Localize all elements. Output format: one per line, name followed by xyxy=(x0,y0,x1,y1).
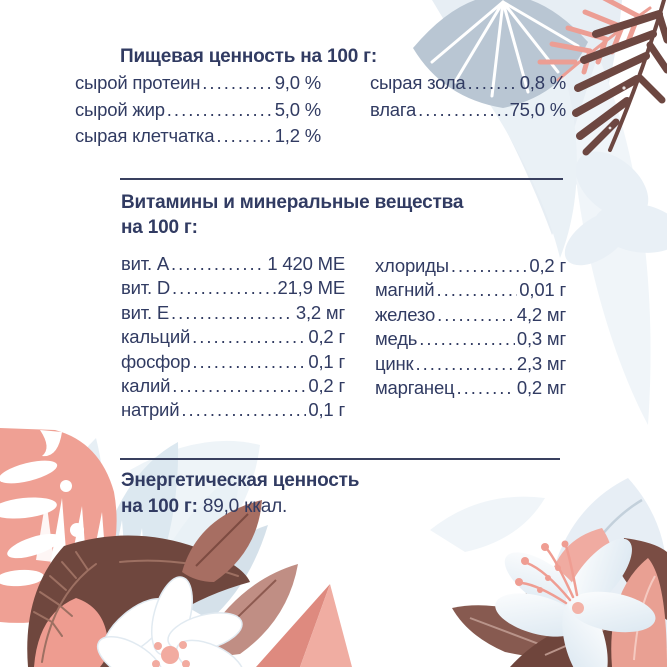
nutrient-row xyxy=(375,327,566,351)
nutrient-label: цинк xyxy=(375,352,414,374)
nutrient-row xyxy=(121,252,345,276)
nutrient-label: сырая зола xyxy=(370,72,466,93)
nutrient-value: 9,0 % xyxy=(274,72,321,93)
nutrient-row xyxy=(75,97,321,124)
nutrient-value: 0,01 г xyxy=(519,279,566,301)
leader-dots xyxy=(415,352,514,376)
nutrient-value: 0,2 мг xyxy=(516,377,566,399)
nutrient-value: 3,2 мг xyxy=(295,301,345,323)
vitamins-right-column xyxy=(375,254,566,400)
nutrient-label: марганец xyxy=(375,377,455,399)
nutrient-value: 2,3 мг xyxy=(516,352,566,374)
leader-dots xyxy=(418,97,507,124)
nutrient-row xyxy=(75,70,321,97)
nutrient-row xyxy=(121,374,345,398)
nutrient-value: 75,0 % xyxy=(509,98,566,120)
leader-dots xyxy=(171,301,294,325)
nutrient-row xyxy=(121,301,345,325)
leader-dots xyxy=(456,376,514,400)
leader-dots xyxy=(202,70,272,97)
leader-dots xyxy=(419,327,515,351)
nutrient-value: 0,2 г xyxy=(308,326,345,348)
leader-dots xyxy=(437,303,515,327)
nutrient-value: 0,3 мг xyxy=(516,328,566,350)
leader-dots xyxy=(167,97,273,124)
leader-dots xyxy=(192,325,306,349)
nutrient-row xyxy=(121,276,345,300)
nutrient-label: сырой протеин xyxy=(75,72,201,93)
nutrient-label: медь xyxy=(375,328,418,350)
leader-dots xyxy=(172,276,275,300)
nutrient-value: 0,1 г xyxy=(308,350,345,372)
nutrient-label: магний xyxy=(375,279,435,301)
vitamins-title xyxy=(121,190,581,240)
leader-dots xyxy=(172,374,306,398)
nutrient-label: фосфор xyxy=(121,350,191,372)
nutrient-label: натрий xyxy=(121,399,180,421)
nutrient-row xyxy=(75,123,321,150)
section-divider xyxy=(120,458,560,460)
nutrient-label: сырая клетчатка xyxy=(75,125,215,146)
nutrient-label: вит. E xyxy=(121,301,170,323)
nutrient-value: 1 420 МЕ xyxy=(267,253,345,274)
nutrient-value: 4,2 мг xyxy=(516,303,566,325)
nutrient-row xyxy=(370,97,566,124)
section-divider xyxy=(120,178,563,180)
nutrient-label: кальций xyxy=(121,326,191,348)
leader-dots xyxy=(436,278,517,302)
nutrition-title: Пищевая ценность на 100 г: xyxy=(120,46,378,67)
nutrient-label: железо xyxy=(375,303,436,325)
nutrient-row xyxy=(121,398,345,422)
leader-dots xyxy=(181,398,306,422)
nutrient-row xyxy=(375,376,566,400)
vitamins-left-column xyxy=(121,252,345,423)
nutrient-row xyxy=(375,352,566,376)
nutrient-row xyxy=(375,278,566,302)
nutrient-value: 0,8 % xyxy=(519,72,566,93)
energy-label: на 100 г: xyxy=(121,496,198,517)
nutrient-value: 1,2 % xyxy=(274,125,321,146)
nutrient-label: калий xyxy=(121,375,171,397)
nutrient-row xyxy=(375,254,566,278)
nutrient-value: 0,2 г xyxy=(529,255,566,276)
leader-dots xyxy=(192,350,306,374)
energy-value: 89,0 ккал. xyxy=(202,496,288,517)
nutrient-value: 5,0 % xyxy=(274,98,321,120)
energy-value-line xyxy=(121,494,541,520)
nutrition-left-column xyxy=(75,70,321,150)
nutrient-label: вит. A xyxy=(121,253,170,274)
vitamins-title-line1: Витамины и минеральные вещества xyxy=(121,192,464,213)
energy-title: Энергетическая ценность xyxy=(121,470,360,491)
nutrient-row xyxy=(375,303,566,327)
nutrition-right-column xyxy=(370,70,566,123)
leader-dots xyxy=(451,254,528,278)
vitamins-title-line2: на 100 г: xyxy=(121,217,198,238)
leader-dots xyxy=(171,252,265,276)
nutrient-value: 0,2 г xyxy=(308,375,345,397)
nutrient-row xyxy=(121,325,345,349)
nutrient-value: 0,1 г xyxy=(308,399,345,421)
nutrient-label: влага xyxy=(370,98,417,120)
nutrient-label: вит. D xyxy=(121,277,171,299)
nutrient-row xyxy=(121,350,345,374)
nutrient-row xyxy=(370,70,566,97)
energy-section xyxy=(121,468,541,520)
nutrient-value: 21,9 МЕ xyxy=(277,277,345,299)
leader-dots xyxy=(468,70,518,97)
leader-dots xyxy=(216,123,272,150)
nutrient-label: сырой жир xyxy=(75,98,165,120)
nutrient-label: хлориды xyxy=(375,255,449,276)
